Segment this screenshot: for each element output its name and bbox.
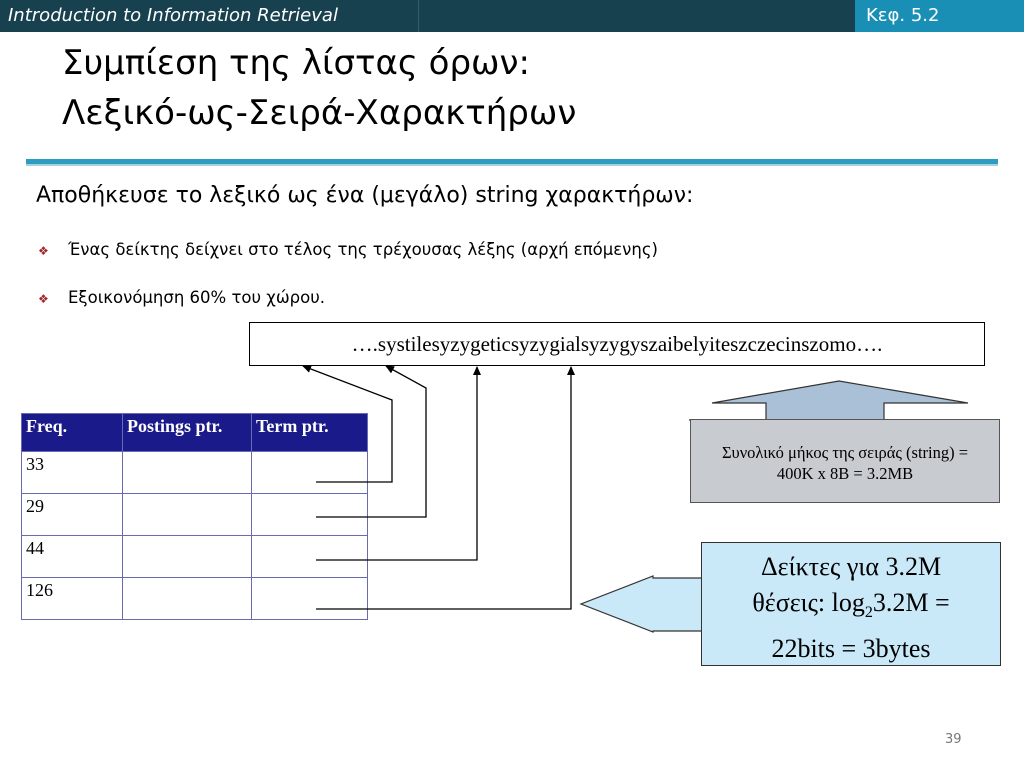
header-postings-ptr: Postings ptr.: [123, 414, 252, 452]
slide-title-line1: Συμπίεση της λίστας όρων:: [62, 43, 530, 83]
callout-line: [702, 585, 1000, 631]
diamond-bullet-icon: ❖: [38, 244, 49, 258]
header-freq: Freq.: [22, 414, 123, 452]
sub-bullet-text: Εξοικονόμηση 60% του χώρου.: [68, 288, 325, 307]
course-title: Introduction to Information Retrieval: [8, 5, 338, 26]
callout-text: 3.2M =: [872, 588, 950, 617]
term-string-box: ….systilesyzygeticsyzygialsyzygyszaibelyiteszczecinszomo….: [249, 322, 985, 366]
callout-line: Συνολικό μήκος της σειράς (string) =: [721, 443, 969, 462]
page-number: 39: [945, 732, 962, 747]
slide-title-line2: Λεξικό-ως-Σειρά-Χαρακτήρων: [62, 93, 577, 133]
block-up-arrow: [689, 381, 998, 420]
sub-bullet-text: Ένας δείκτης δείχνει στο τέλος της τρέχουσας λέξης (αρχή επόμενης): [68, 240, 658, 259]
main-bullet: Αποθήκευσε το λεξικό ως ένα (μεγάλο) string χαρακτήρων:: [36, 183, 694, 208]
chapter-label: Κεφ. 5.2: [855, 0, 1024, 32]
log-base-subscript: 2: [864, 604, 873, 622]
term-pointer-arrow-3: [316, 367, 477, 560]
total-length-callout: [690, 419, 1000, 503]
freq-cell: 33: [22, 452, 123, 494]
callout-line: 400K x 8B = 3.2MB: [776, 464, 914, 483]
pointer-size-callout: [701, 542, 1001, 666]
callout-line: 22bits = 3bytes: [771, 634, 931, 664]
freq-cell: 29: [22, 494, 123, 536]
callout-text: θέσεις: log: [752, 588, 865, 617]
term-pointer-arrow-4: [316, 367, 571, 609]
callout-line: Δείκτες για 3.2M: [760, 552, 942, 581]
freq-cell: 44: [22, 536, 123, 578]
header-term-ptr: Term ptr.: [252, 414, 368, 452]
term-pointer-arrow-2: [316, 366, 426, 517]
diamond-bullet-icon: ❖: [38, 292, 49, 306]
term-pointer-arrow-1: [303, 366, 392, 482]
freq-cell: 126: [22, 578, 123, 620]
block-left-arrow: [581, 576, 702, 632]
